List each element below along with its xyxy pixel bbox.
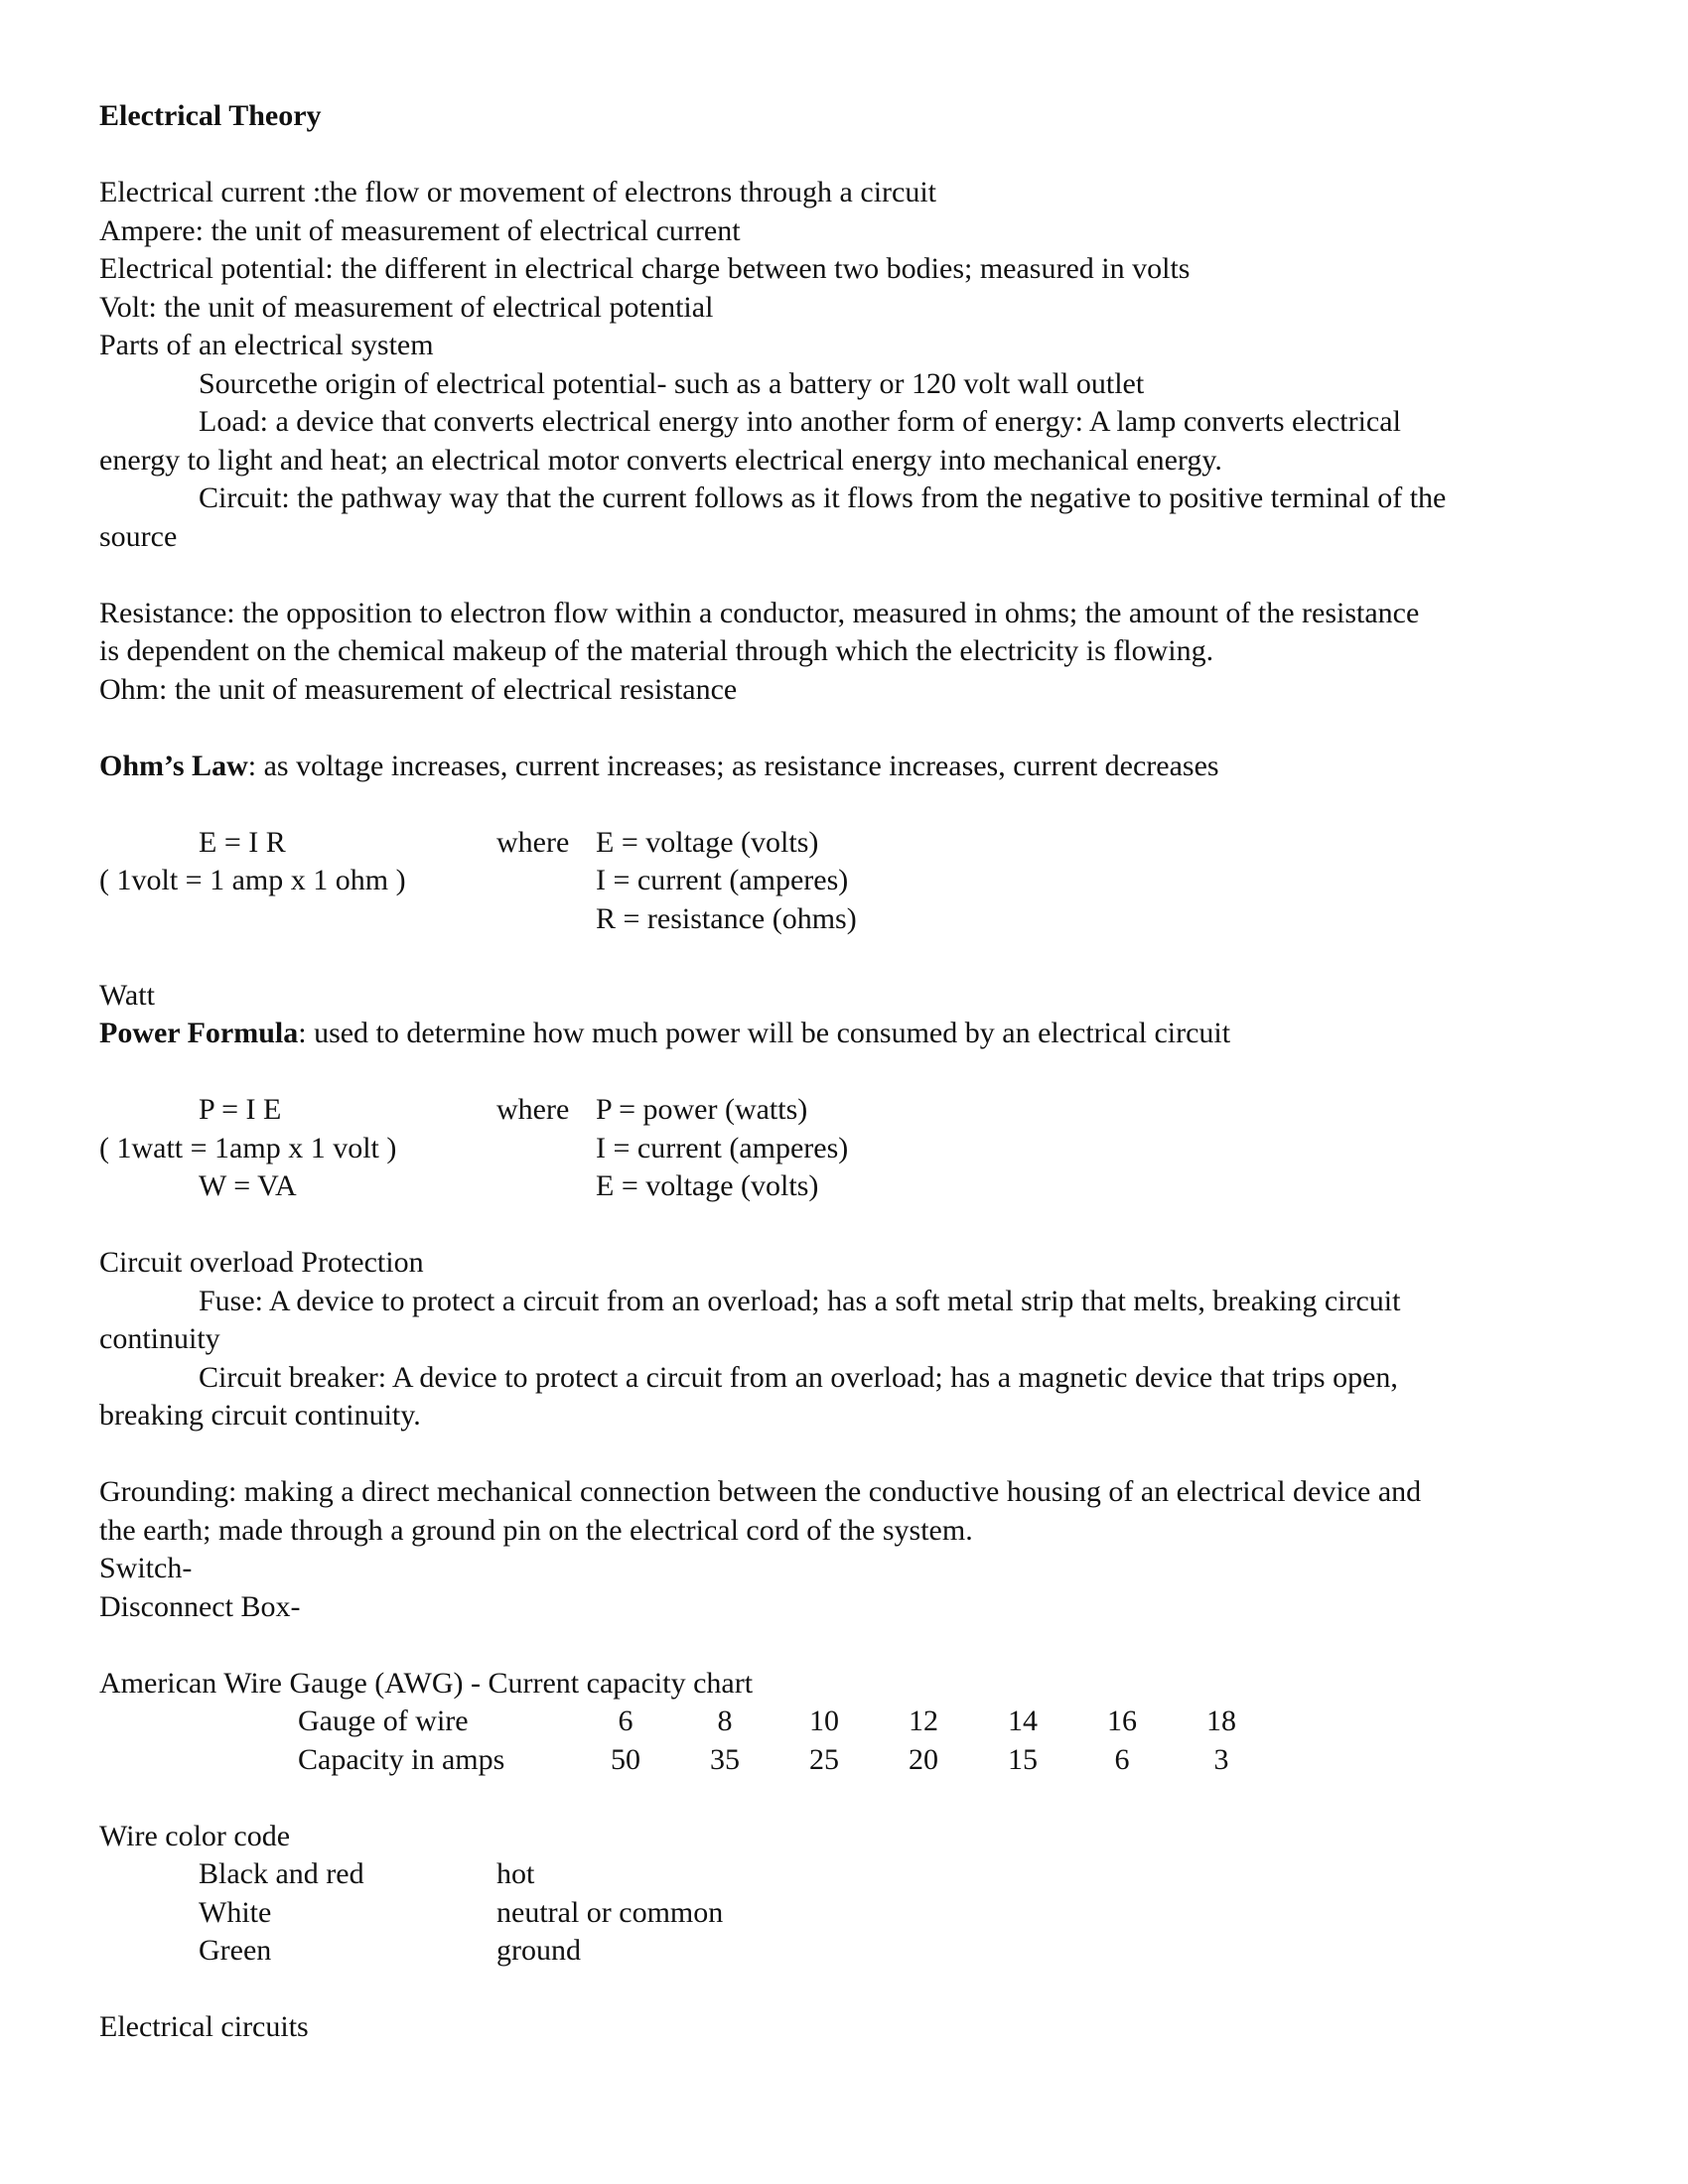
- spacer: [99, 136, 1589, 175]
- color-code-meaning: hot: [496, 1857, 535, 1890]
- fuse-line-1: Fuse: A device to protect a circuit from an overload; has a soft metal strip that melts, breaking circuit: [199, 1284, 1401, 1317]
- disconnect-box-label: Disconnect Box-: [99, 1589, 301, 1623]
- grounding-line-1: Grounding: making a direct mechanical connection between the conductive housing of an electrical device and: [99, 1475, 1422, 1508]
- breaker-line-1: Circuit breaker: A device to protect a circuit from an overload; has a magnetic device that trips open,: [199, 1360, 1398, 1394]
- awg-gauge-cell: 8: [717, 1705, 733, 1737]
- awg-amps-cell: 35: [710, 1742, 740, 1776]
- ohms-law-example: ( 1volt = 1 amp x 1 ohm ): [99, 864, 406, 896]
- spacer: [99, 1626, 1589, 1665]
- ohms-law-text: : as voltage increases, current increases; as resistance increases, current decreases: [247, 749, 1219, 782]
- spacer: [99, 1206, 1589, 1245]
- spacer: [99, 709, 1589, 748]
- power-formula-2: W = VA: [199, 1169, 297, 1202]
- power-formula: P = I E: [199, 1093, 282, 1126]
- document-title: Electrical Theory: [99, 99, 322, 132]
- ohms-law-formula: E = I R: [199, 825, 286, 859]
- awg-amps-cell: 25: [809, 1742, 839, 1776]
- power-where: where: [496, 1093, 570, 1126]
- part-circuit-line-2: source: [99, 519, 178, 553]
- awg-gauge-row: [99, 1703, 1589, 1741]
- ohms-law-statement: [99, 748, 1589, 786]
- definition-volt: Volt: the unit of measurement of electrical potential: [99, 290, 714, 324]
- fuse-line-2: continuity: [99, 1322, 220, 1355]
- awg-heading: American Wire Gauge (AWG) - Current capacity chart: [99, 1666, 754, 1700]
- power-var-p: P = power (watts): [596, 1093, 808, 1126]
- power-example: ( 1watt = 1amp x 1 volt ): [99, 1131, 397, 1164]
- electrical-circuits-heading: Electrical circuits: [99, 2010, 309, 2043]
- ohms-law-var-e: E = voltage (volts): [596, 825, 819, 859]
- color-code-meaning: neutral or common: [496, 1895, 724, 1929]
- spacer: [99, 938, 1589, 977]
- power-row-3: [99, 1167, 1589, 1206]
- ohms-law-row-1: [99, 824, 1589, 863]
- power-formula-heading: Power Formula: [99, 1017, 299, 1049]
- part-load-line-2: energy to light and heat; an electrical motor converts electrical energy into mechanical energy.: [99, 443, 1222, 477]
- grounding-line-2: the earth; made through a ground pin on the electrical cord of the system.: [99, 1513, 973, 1547]
- definition-ampere: Ampere: the unit of measurement of electrical current: [99, 213, 741, 247]
- awg-amps-label: Capacity in amps: [298, 1742, 505, 1776]
- color-code-color: White: [199, 1895, 272, 1929]
- ohms-law-where: where: [496, 825, 570, 859]
- breaker-line-2: breaking circuit continuity.: [99, 1399, 421, 1432]
- ohms-law-var-i: I = current (amperes): [596, 864, 849, 896]
- ohms-law-var-r: R = resistance (ohms): [596, 901, 857, 935]
- color-code-row: [99, 1932, 1589, 1971]
- resistance-line-1: Resistance: the opposition to electron flow within a conductor, measured in ohms; the amount of the resistance: [99, 596, 1420, 629]
- color-code-meaning: ground: [496, 1934, 581, 1967]
- definition-electrical-potential: Electrical potential: the different in electrical charge between two bodies; measured in volts: [99, 252, 1191, 285]
- parts-heading: Parts of an electrical system: [99, 329, 434, 361]
- awg-gauge-label: Gauge of wire: [298, 1705, 469, 1737]
- switch-label: Switch-: [99, 1552, 193, 1584]
- ohms-law-row-3: [99, 900, 1589, 939]
- color-code-color: Green: [199, 1934, 272, 1967]
- awg-amps-cell: 50: [611, 1742, 640, 1776]
- overload-heading: Circuit overload Protection: [99, 1246, 424, 1279]
- power-formula-text: : used to determine how much power will be consumed by an electrical circuit: [298, 1017, 1231, 1049]
- power-row-2: [99, 1130, 1589, 1168]
- part-circuit-line-1: Circuit: the pathway way that the current follows as it flows from the negative to positive terminal of the: [199, 481, 1447, 514]
- ohms-law-row-2: [99, 862, 1589, 900]
- awg-gauge-cell: 16: [1107, 1705, 1137, 1737]
- awg-amps-cell: 15: [1008, 1742, 1038, 1776]
- spacer: [99, 1435, 1589, 1474]
- spacer: [99, 1971, 1589, 2009]
- part-source: Sourcethe origin of electrical potential- such as a battery or 120 volt wall outlet: [199, 366, 1145, 400]
- power-row-1: [99, 1091, 1589, 1130]
- document-page: [99, 97, 1589, 2047]
- awg-gauge-cell: 6: [618, 1705, 633, 1737]
- power-var-i: I = current (amperes): [596, 1131, 849, 1164]
- awg-amps-cell: 3: [1213, 1742, 1229, 1776]
- spacer: [99, 1779, 1589, 1818]
- awg-gauge-cell: 14: [1008, 1705, 1038, 1737]
- awg-amps-row: [99, 1741, 1589, 1780]
- definition-ohm: Ohm: the unit of measurement of electrical resistance: [99, 672, 738, 706]
- color-code-row: [99, 1855, 1589, 1894]
- awg-gauge-cell: 12: [909, 1705, 938, 1737]
- color-code-color: Black and red: [199, 1857, 364, 1890]
- part-load-line-1: Load: a device that converts electrical energy into another form of energy: A lamp converts electrical: [199, 405, 1401, 438]
- color-code-heading: Wire color code: [99, 1819, 291, 1852]
- resistance-line-2: is dependent on the chemical makeup of the material through which the electricity is flowing.: [99, 634, 1214, 667]
- power-formula-statement: [99, 1015, 1589, 1053]
- color-code-row: [99, 1894, 1589, 1933]
- power-var-e: E = voltage (volts): [596, 1169, 819, 1202]
- awg-amps-cell: 6: [1114, 1742, 1130, 1776]
- spacer: [99, 1053, 1589, 1092]
- spacer: [99, 556, 1589, 595]
- spacer: [99, 785, 1589, 824]
- awg-gauge-cell: 10: [809, 1705, 839, 1737]
- awg-amps-cell: 20: [909, 1742, 938, 1776]
- ohms-law-heading: Ohm’s Law: [99, 749, 248, 782]
- awg-gauge-cell: 18: [1206, 1705, 1236, 1737]
- watt-label: Watt: [99, 978, 155, 1012]
- definition-electrical-current: Electrical current :the flow or movement of electrons through a circuit: [99, 176, 937, 208]
